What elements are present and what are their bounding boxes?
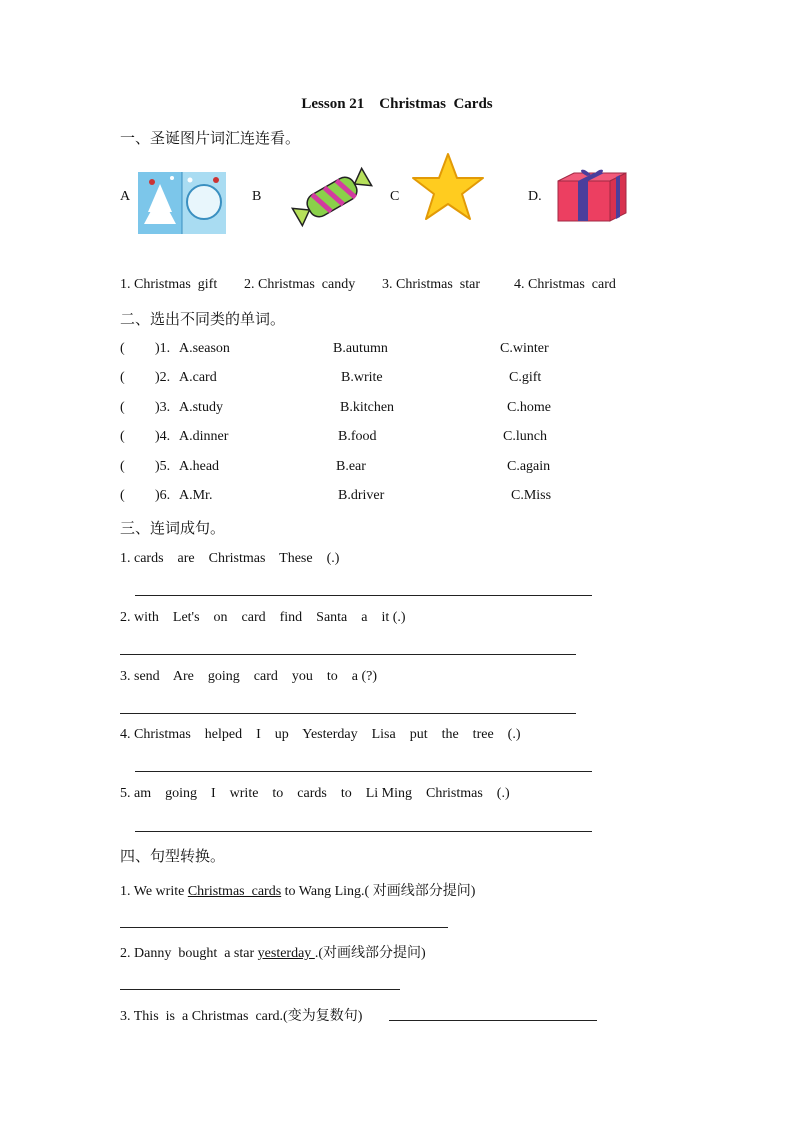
question-number: )2.: [155, 370, 171, 385]
question-number: )5.: [155, 459, 171, 474]
section3-heading: 三、连词成句。: [120, 519, 226, 537]
answer-line[interactable]: [120, 989, 400, 990]
answer-bracket[interactable]: (: [120, 488, 125, 503]
option-a: A.dinner: [179, 429, 229, 444]
option-c: C.lunch: [503, 429, 547, 444]
picture-label-a: A: [120, 189, 131, 204]
answer-bracket[interactable]: (: [120, 370, 125, 385]
transform-question-2: [120, 942, 426, 962]
scrambled-sentence-4: 4. Christmas helped I up Yesterday Lisa put the tree (.): [120, 727, 521, 742]
question-text: 2. Danny bought a star: [120, 946, 258, 961]
underlined-phrase: Christmas cards: [187, 884, 282, 899]
option-a: A.study: [179, 400, 223, 415]
word-option-4: 4. Christmas card: [514, 277, 616, 292]
option-c: C.home: [507, 400, 551, 415]
picture-label-c: C: [390, 189, 400, 204]
picture-label-b: B: [252, 189, 262, 204]
option-b: B.kitchen: [340, 400, 395, 415]
answer-line[interactable]: [120, 927, 448, 928]
word-option-1: 1. Christmas gift: [120, 277, 218, 292]
question-number: )4.: [155, 429, 171, 444]
answer-line[interactable]: [120, 713, 576, 714]
option-c: C.again: [507, 459, 551, 474]
question-number: )6.: [155, 488, 171, 503]
answer-line[interactable]: [120, 654, 576, 655]
answer-line[interactable]: [135, 771, 592, 772]
page-title: Lesson 21 Christmas Cards: [301, 96, 493, 112]
candy-icon: [288, 163, 376, 236]
option-c: C.gift: [509, 370, 542, 385]
answer-bracket[interactable]: (: [120, 429, 125, 444]
scrambled-sentence-3: 3. send Are going card you to a (?): [120, 669, 377, 684]
section2-heading: 二、选出不同类的单词。: [120, 310, 286, 328]
option-b: B.driver: [338, 488, 385, 503]
picture-label-d: D.: [528, 189, 542, 204]
scrambled-sentence-2: 2. with Let's on card find Santa a it (.): [120, 610, 406, 625]
question-instruction: .(对画线部分提问): [314, 946, 426, 961]
word-option-3: 3. Christmas star: [382, 277, 480, 292]
option-a: A.head: [179, 459, 220, 474]
option-b: B.autumn: [333, 341, 388, 356]
question-number: )3.: [155, 400, 171, 415]
option-c: C.winter: [500, 341, 549, 356]
option-a: A.season: [179, 341, 230, 356]
question-text: 1. We write: [120, 884, 188, 899]
christmas-card-icon: [138, 172, 226, 239]
word-option-2: 2. Christmas candy: [244, 277, 356, 292]
answer-bracket[interactable]: (: [120, 400, 125, 415]
option-a: A.card: [179, 370, 217, 385]
question-number: )1.: [155, 341, 171, 356]
answer-bracket[interactable]: (: [120, 459, 125, 474]
answer-bracket[interactable]: (: [120, 341, 125, 356]
answer-line[interactable]: [389, 1020, 597, 1021]
answer-line[interactable]: [135, 595, 592, 596]
answer-line[interactable]: [135, 831, 592, 832]
option-a: A.Mr.: [179, 488, 213, 503]
gift-box-icon: [554, 167, 630, 230]
transform-question-1: [120, 880, 475, 900]
question-instruction: to Wang Ling.( 对画线部分提问): [281, 884, 476, 899]
star-icon: [410, 151, 486, 228]
section4-heading: 四、句型转换。: [120, 847, 226, 865]
section1-heading: 一、圣诞图片词汇连连看。: [120, 129, 301, 147]
option-b: B.food: [338, 429, 377, 444]
option-b: B.ear: [336, 459, 366, 474]
scrambled-sentence-5: 5. am going I write to cards to Li Ming Christmas (.): [120, 786, 510, 801]
transform-question-3: 3. This is a Christmas card.(变为复数句): [120, 1009, 363, 1024]
option-b: B.write: [341, 370, 383, 385]
underlined-phrase: yesterday: [257, 946, 315, 961]
option-c: C.Miss: [511, 488, 552, 503]
scrambled-sentence-1: 1. cards are Christmas These (.): [120, 551, 340, 566]
